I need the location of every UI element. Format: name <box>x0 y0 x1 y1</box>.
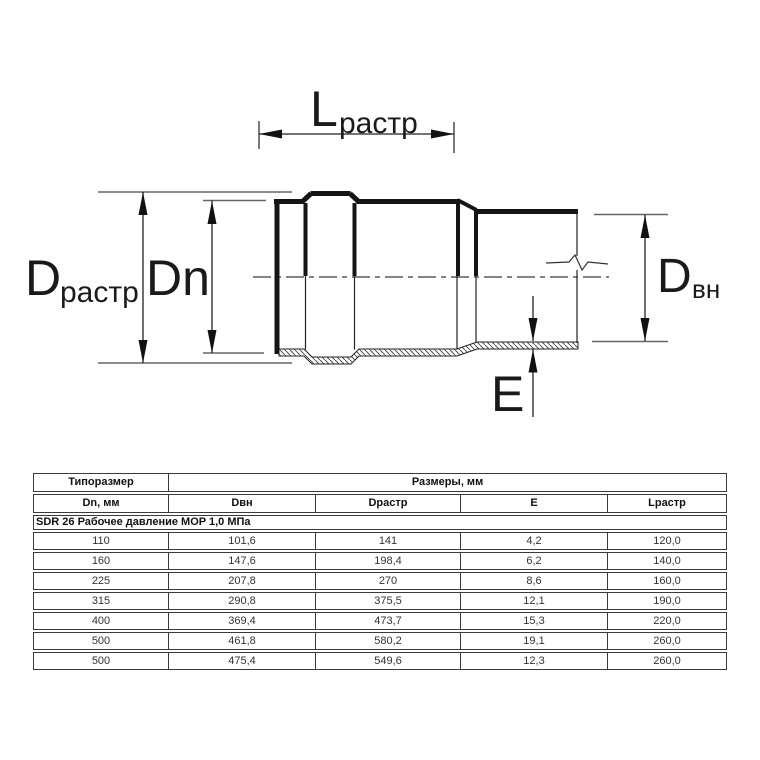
header-e: E <box>460 494 607 513</box>
pipe-dimensions-table <box>33 471 727 672</box>
cell-dn: 225 <box>33 572 168 590</box>
cell-e: 19,1 <box>460 632 607 650</box>
cell-dvn: 207,8 <box>168 572 315 590</box>
label-dvn-sub: вн <box>692 274 721 304</box>
cell-dn: 315 <box>33 592 168 610</box>
cell-dn: 110 <box>33 532 168 550</box>
header-razmery: Размеры, мм <box>168 473 727 492</box>
dimension-e <box>491 296 538 422</box>
label-drastr-sub: растр <box>60 276 139 309</box>
label-drastr-main: D <box>25 250 62 306</box>
dimension-dvn <box>592 215 720 342</box>
label-dvn-main: D <box>657 250 692 303</box>
cell-dn: 160 <box>33 552 168 570</box>
cell-e: 15,3 <box>460 612 607 630</box>
header-drastr: Dрастр <box>315 494 460 513</box>
cell-lrastr: 120,0 <box>607 532 727 550</box>
label-dn-main: Dn <box>146 250 210 306</box>
section-title: SDR 26 Рабочее давление MOP 1,0 МПа <box>33 515 727 530</box>
cell-drastr: 141 <box>315 532 460 550</box>
dimension-dn <box>146 201 266 354</box>
cell-dvn: 475,4 <box>168 652 315 670</box>
header-tiporazmer: Типоразмер <box>33 473 168 492</box>
cell-dvn: 290,8 <box>168 592 315 610</box>
cell-dvn: 369,4 <box>168 612 315 630</box>
cell-lrastr: 160,0 <box>607 572 727 590</box>
cell-drastr: 580,2 <box>315 632 460 650</box>
table-section-row <box>33 515 727 530</box>
cell-dn: 500 <box>33 652 168 670</box>
table-row <box>33 652 727 670</box>
label-lrastr-main: L <box>310 81 338 137</box>
cell-drastr: 473,7 <box>315 612 460 630</box>
cell-e: 6,2 <box>460 552 607 570</box>
table-row <box>33 612 727 630</box>
cell-lrastr: 260,0 <box>607 652 727 670</box>
cell-drastr: 270 <box>315 572 460 590</box>
pipe-thin-edges <box>306 213 578 350</box>
table-header-row-2 <box>33 494 727 513</box>
table-row <box>33 632 727 650</box>
table-row <box>33 552 727 570</box>
cell-e: 8,6 <box>460 572 607 590</box>
table-row <box>33 532 727 550</box>
cell-e: 4,2 <box>460 532 607 550</box>
cell-e: 12,1 <box>460 592 607 610</box>
cell-dvn: 101,6 <box>168 532 315 550</box>
header-dvn: Dвн <box>168 494 315 513</box>
table-row <box>33 572 727 590</box>
header-lrastr: Lрастр <box>607 494 727 513</box>
table-header-row-1 <box>33 473 727 492</box>
cell-lrastr: 140,0 <box>607 552 727 570</box>
dimension-lrastr <box>259 81 454 153</box>
break-symbol <box>546 255 608 270</box>
cell-drastr: 549,6 <box>315 652 460 670</box>
cell-lrastr: 220,0 <box>607 612 727 630</box>
cell-dn: 400 <box>33 612 168 630</box>
cell-lrastr: 190,0 <box>607 592 727 610</box>
cell-dn: 500 <box>33 632 168 650</box>
cell-dvn: 147,6 <box>168 552 315 570</box>
cell-lrastr: 260,0 <box>607 632 727 650</box>
header-dn: Dn, мм <box>33 494 168 513</box>
table-row <box>33 592 727 610</box>
label-e-main: E <box>491 366 525 422</box>
label-lrastr-sub: растр <box>339 107 418 140</box>
cell-drastr: 375,5 <box>315 592 460 610</box>
cell-drastr: 198,4 <box>315 552 460 570</box>
cell-dvn: 461,8 <box>168 632 315 650</box>
cell-e: 12,3 <box>460 652 607 670</box>
